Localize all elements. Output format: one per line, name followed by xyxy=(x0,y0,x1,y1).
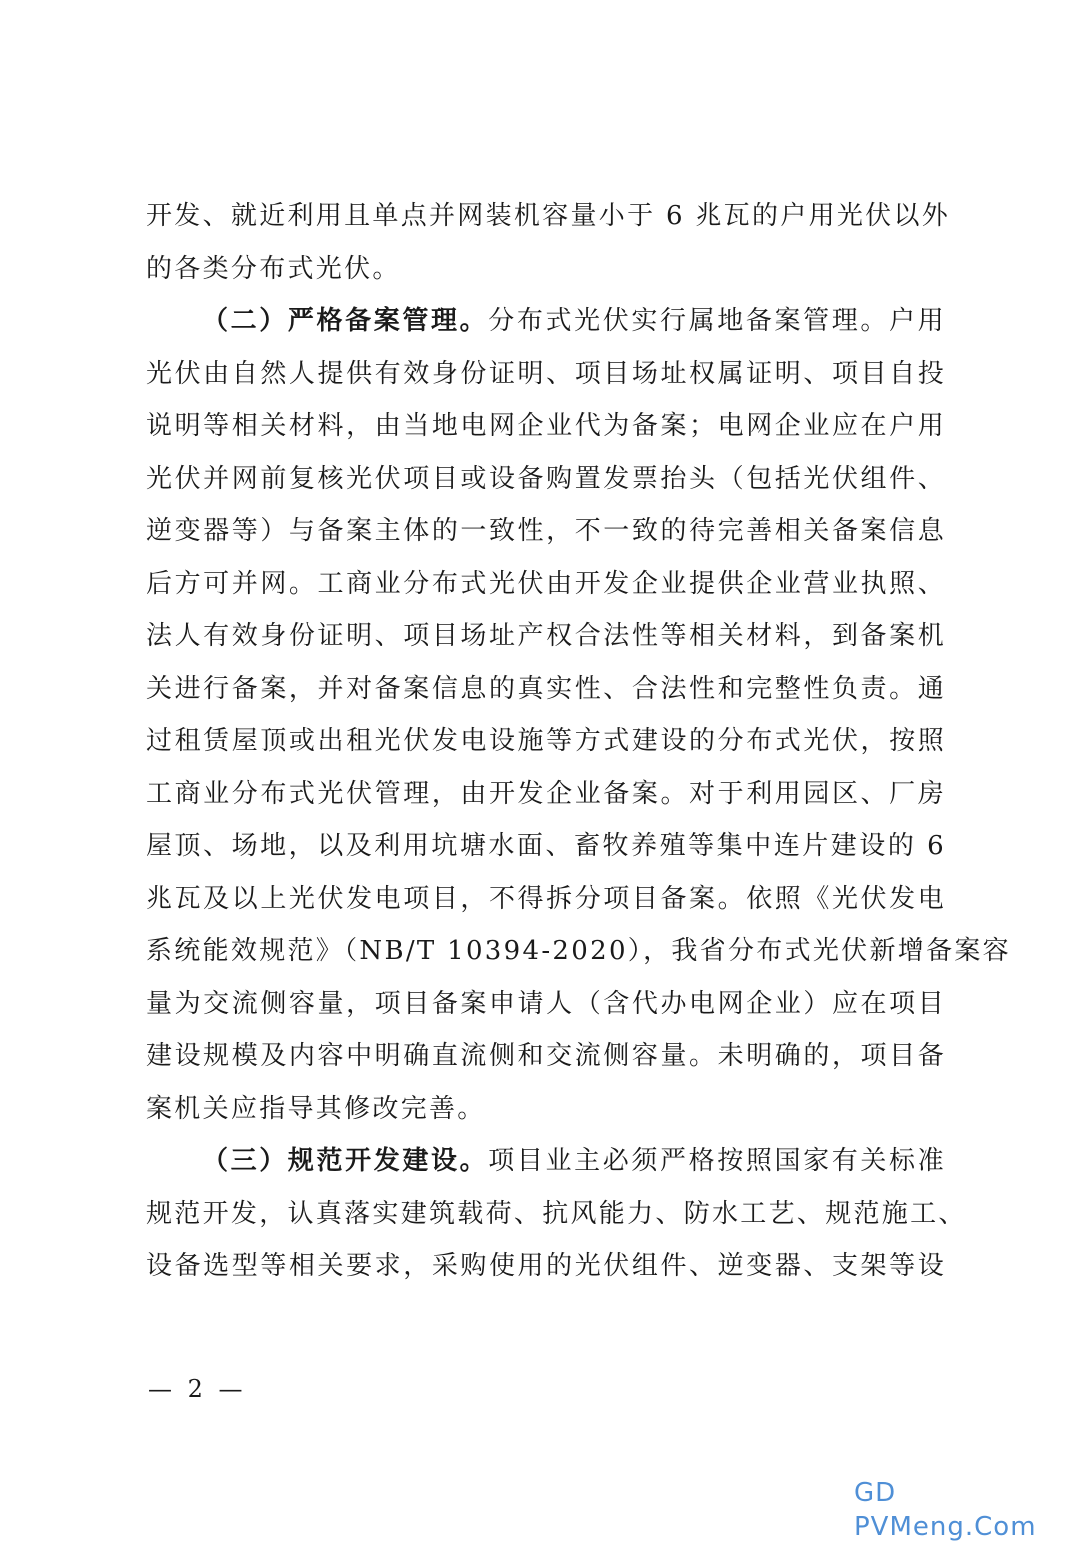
section-2-first-line xyxy=(202,301,946,341)
text-line: 的各类分布式光伏。 xyxy=(146,253,401,284)
text-line: 工商业分布式光伏管理，由开发企业备案。对于利用园区、厂房 xyxy=(146,778,946,809)
text-line: 开发、就近利用且单点并网装机容量小于 6 兆瓦的户用光伏以外 xyxy=(146,201,951,231)
text-line: 设备选型等相关要求，采购使用的光伏组件、逆变器、支架等设 xyxy=(146,1251,946,1281)
text-line: 屋顶、场地，以及利用坑塘水面、畜牧养殖等集中连片建设的 6 xyxy=(146,831,946,861)
text-line: 建设规模及内容中明确直流侧和交流侧容量。未明确的，项目备 xyxy=(146,1041,946,1071)
text-line: 关进行备案，并对备案信息的真实性、合法性和完整性负责。通 xyxy=(146,673,946,704)
text-line: 后方可并网。工商业分布式光伏由开发企业提供企业营业执照、 xyxy=(146,568,946,599)
text-line: 光伏由自然人提供有效身份证明、项目场址权属证明、项目自投 xyxy=(146,358,946,389)
text-line: 说明等相关材料，由当地电网企业代为备案；电网企业应在户用 xyxy=(146,411,946,441)
text-line: 逆变器等）与备案主体的一致性，不一致的待完善相关备案信息 xyxy=(146,516,946,546)
section-2-text: 分布式光伏实行属地备案管理。户用 xyxy=(488,306,946,336)
watermark-text: GD PVMeng.Com xyxy=(854,1478,1037,1542)
section-3-heading: （三）规范开发建设。 xyxy=(202,1146,489,1176)
text-line: 系统能效规范》（NB/T 10394-2020），我省分布式光伏新增备案容 xyxy=(146,936,1011,966)
section-2-heading: （二）严格备案管理。 xyxy=(202,306,489,336)
text-line: 过租赁屋顶或出租光伏发电设施等方式建设的分布式光伏，按照 xyxy=(146,726,946,756)
page-number: — 2 — xyxy=(148,1375,247,1403)
text-line: 光伏并网前复核光伏项目或设备购置发票抬头（包括光伏组件、 xyxy=(146,463,946,494)
text-line: 法人有效身份证明、项目场址产权合法性等相关材料，到备案机 xyxy=(146,621,946,651)
section-3-first-line xyxy=(202,1141,946,1181)
text-line: 量为交流侧容量，项目备案申请人（含代办电网企业）应在项目 xyxy=(146,988,946,1019)
text-line: 兆瓦及以上光伏发电项目，不得拆分项目备案。依照《光伏发电 xyxy=(146,883,946,914)
text-line: 案机关应指导其修改完善。 xyxy=(146,1093,486,1124)
section-3-text: 项目业主必须严格按照国家有关标准 xyxy=(488,1146,946,1176)
text-line: 规范开发，认真落实建筑载荷、抗风能力、防水工艺、规范施工、 xyxy=(146,1198,967,1229)
